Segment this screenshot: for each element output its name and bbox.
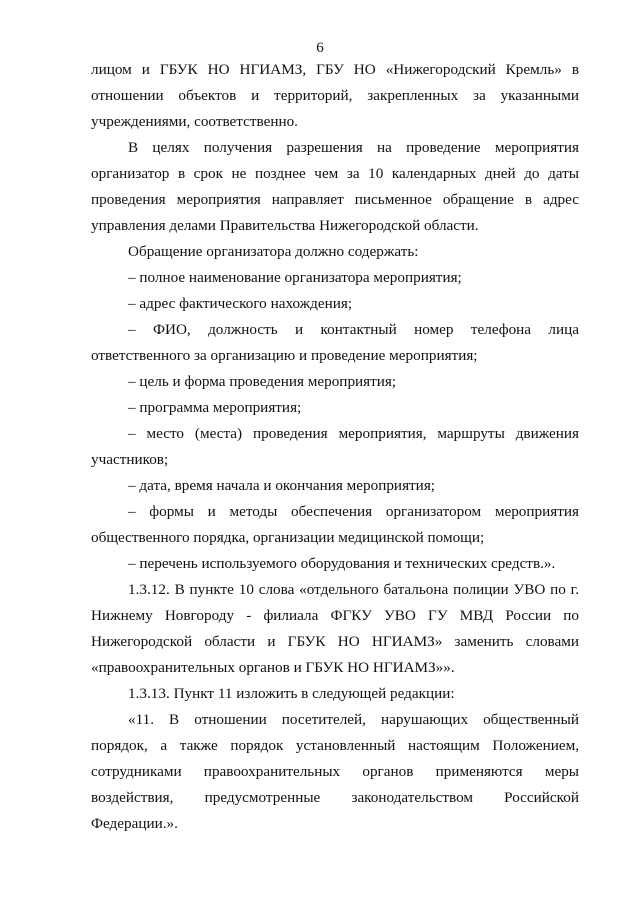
list-item-responsible-person: – ФИО, должность и контактный номер телефона лица ответственного за организацию и проведение мероприятия; — [91, 321, 579, 364]
list-item-address: – адрес фактического нахождения; — [128, 295, 353, 312]
list-item-date-time: – дата, время начала и окончания мероприятия; — [128, 477, 436, 494]
paragraph-request-contents: Обращение организатора должно содержать: — [128, 243, 419, 260]
paragraph-continuation: лицом и ГБУК НО НГИАМЗ, ГБУ НО «Нижегородский Кремль» в отношении объектов и территорий, закрепленных за указанными учреждениями, соответственно. — [91, 61, 579, 130]
page-number: 6 — [316, 40, 324, 56]
list-item-public-order: – формы и методы обеспечения организатором мероприятия общественного порядка, организации медицинской помощи; — [91, 503, 579, 546]
list-item-program: – программа мероприятия; — [128, 399, 302, 416]
paragraph-clause-1-3-12: 1.3.12. В пункте 10 слова «отдельного батальона полиции УВО по г. Нижнему Новгороду - филиала ФГКУ УВО ГУ МВД России по Нижегородской области и ГБУК НО НГИАМЗ» заменить словами «правоохранительных органов и ГБУК НО НГИАМЗ»». — [91, 581, 579, 676]
paragraph-clause-1-3-13: 1.3.13. Пункт 11 изложить в следующей редакции: — [128, 685, 455, 702]
document-body — [91, 57, 579, 837]
list-item-purpose: – цель и форма проведения мероприятия; — [128, 373, 397, 390]
list-item-venue: – место (места) проведения мероприятия, маршруты движения участников; — [91, 425, 579, 468]
list-item-equipment: – перечень используемого оборудования и технических средств.». — [128, 555, 556, 572]
paragraph-clause-11: «11. В отношении посетителей, нарушающих общественный порядок, а также порядок установленный настоящим Положением, сотрудниками правоохранительных органов применяются меры воздействия, предусмотренные законодательством Российской Федерации.». — [91, 711, 579, 832]
list-item-organizer-name: – полное наименование организатора мероприятия; — [128, 269, 462, 286]
paragraph-permission-request: В целях получения разрешения на проведение мероприятия организатор в срок не позднее чем за 10 календарных дней до даты проведения мероприятия направляет письменное обращение в адрес управления делами Правительства Нижегородской области. — [91, 139, 579, 234]
